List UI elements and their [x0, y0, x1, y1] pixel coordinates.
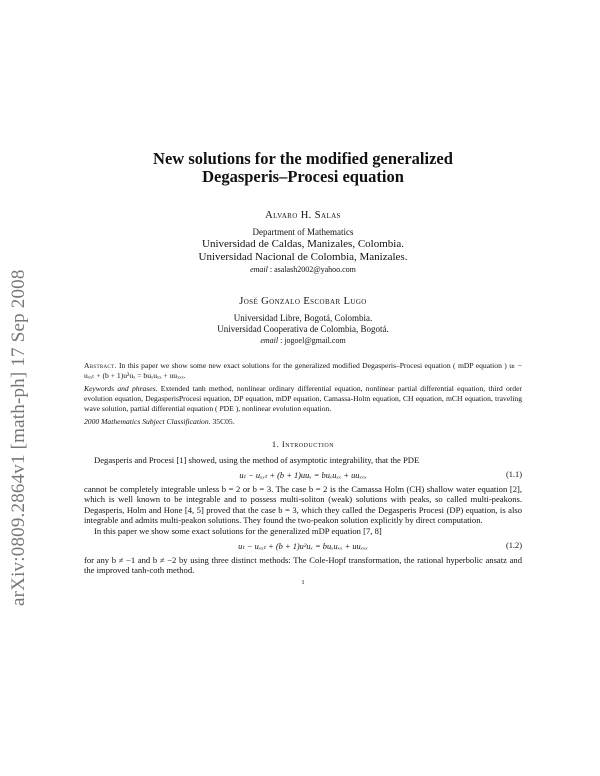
- paper-title: [84, 150, 522, 186]
- affiliation-line: Universidad de Caldas, Manizales, Colombia.: [202, 238, 404, 250]
- affiliation-line: Universidad Cooperativa de Colombia, Bogotá.: [217, 324, 389, 334]
- email-label: email: [260, 336, 279, 345]
- affiliation-line: Department of Mathematics: [252, 227, 354, 237]
- equation-1-1: [84, 466, 522, 484]
- abstract: [84, 361, 522, 427]
- page-number: 1: [301, 578, 305, 586]
- email-label: email: [250, 265, 268, 274]
- email-value: : jogoel@gmail.com: [280, 336, 346, 345]
- equation-number: (1.1): [505, 469, 522, 479]
- keywords-paragraph: [84, 384, 522, 414]
- author-block-1: [84, 210, 522, 276]
- equation-number: (1.2): [505, 540, 522, 550]
- author-email: [84, 264, 522, 276]
- equation-1-2: [84, 537, 522, 555]
- body-paragraph: In this paper we show some exact solutions for the generalized mDP equation [7, 8]: [94, 525, 382, 536]
- affiliation-line: Universidad Nacional de Colombia, Manizales.: [198, 251, 408, 263]
- equation-expression: uₜ − uₓₓₜ + (b + 1)uuₓ = buₓuₓₓ + uuₓₓₓ: [239, 470, 367, 480]
- body-paragraph: for any b ≠ −1 and b ≠ −2 by using three distinct methods: The Cole-Hopf transformation, the rational hyperbolic ansatz and the improved tanh-coth method.: [84, 554, 522, 576]
- abstract-paragraph: [84, 361, 522, 381]
- keywords-text: Extended tanh method, nonlinear ordinary differential equation, nonlinear partial differential equation, third order evolution equation, DegasperisProcesi equation, DP equation, mDP equation, Camassa-Holm equation, CH equation, mCH equation, traveling wave solution, partial differential equation ( PDE ), nonlinear evolution equation.: [84, 384, 522, 413]
- abstract-heading: Abstract.: [84, 361, 117, 370]
- equation-expression: uₜ − uₓₓₜ + (b + 1)u²uₓ = buₓuₓₓ + uuₓₓₓ: [238, 541, 368, 551]
- section-title: 1. Introduction: [271, 439, 335, 449]
- email-value: : asalash2002@yahoo.com: [269, 265, 356, 274]
- msc-text: 35C05.: [212, 417, 235, 426]
- arxiv-identifier: arXiv:0809.2864v1 [math-ph] 17 Sep 2008: [8, 269, 29, 606]
- body-paragraph: cannot be completely integrable unless b = 2 or b = 3. The case b = 2 is the Camassa Holm (CH) shallow water equation [2], which is well known to be integrable and to possess multi-soliton (weak) solutions with peaks, so called multi-peakons. Degasperis, Holm and Hone [4, 5] proved that the case b = 3, which they called the Degasperis Procesi (DP) equation, is also integrable and admits multi-peakon solutions. They found the two-peakon solution explicitly by direct computation.: [84, 483, 522, 526]
- abstract-text: In this paper we show some new exact solutions for the generalized modified Degasperis–Procesi equation ( mDP equation ) uₜ − uₓₓₜ + (b + 1)u²uₓ = buₓuₓₓ + uuₓₓₓ.: [84, 361, 522, 380]
- author-name: José Gonzalo Escobar Lugo: [239, 296, 367, 307]
- keywords-label: Keywords and phrases.: [84, 384, 158, 393]
- author-name: Alvaro H. Salas: [265, 210, 341, 221]
- title-line-2: Degasperis–Procesi equation: [202, 167, 404, 186]
- paper-page: [84, 150, 522, 586]
- author-email: [84, 335, 522, 347]
- title-line-1: New solutions for the modified generalized: [153, 149, 453, 168]
- affiliation-line: Universidad Libre, Bogotá, Colombia.: [233, 313, 373, 323]
- body-paragraph: Degasperis and Procesi [1] showed, using the method of asymptotic integrability, that the PDE: [94, 455, 420, 465]
- msc-paragraph: [84, 417, 522, 427]
- author-block-2: [84, 296, 522, 347]
- msc-label: 2000 Mathematics Subject Classification.: [84, 417, 211, 426]
